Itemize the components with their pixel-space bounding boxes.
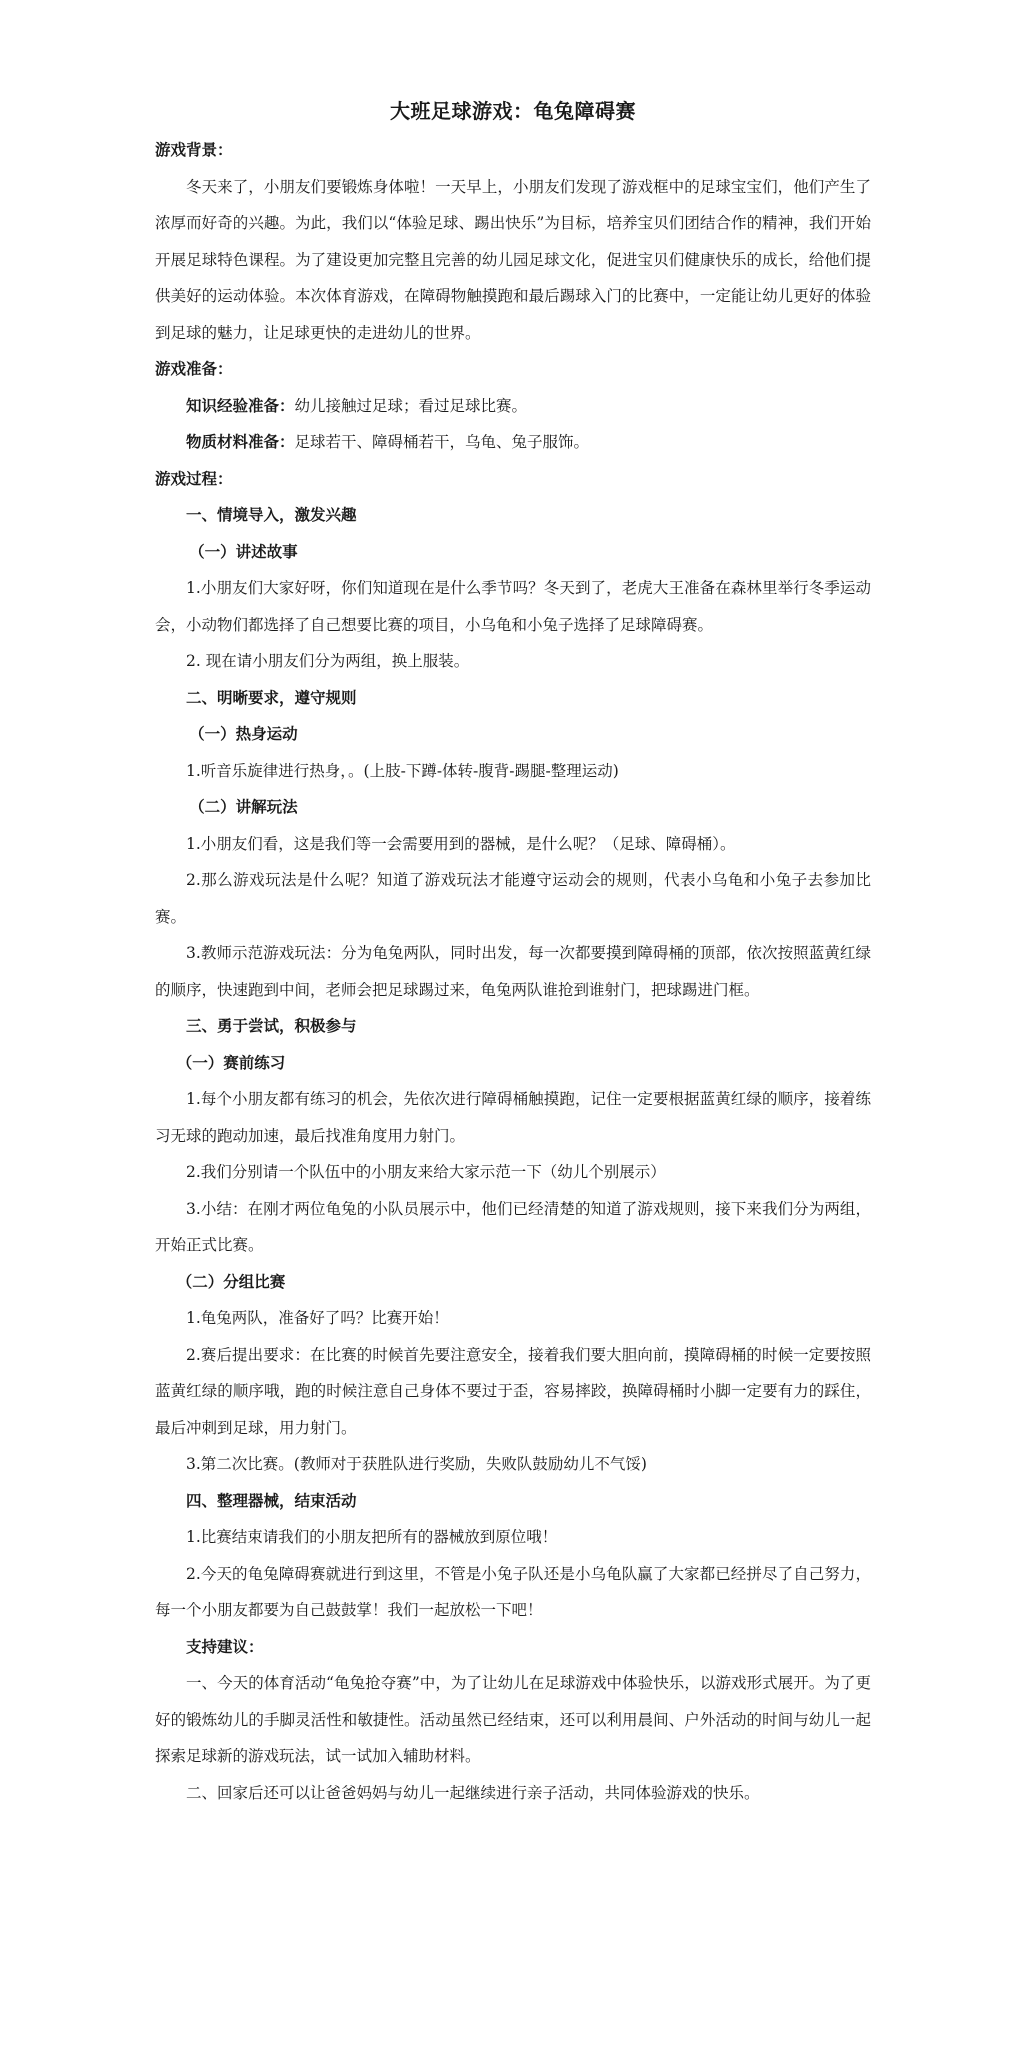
- section-2-para-4: 3.教师示范游戏玩法：分为龟兔两队，同时出发，每一次都要摸到障碍桶的顶部，依次按照蓝黄红绿的顺序，快速跑到中间，老师会把足球踢过来，龟兔两队谁抢到谁射门，把球踢进门框。: [155, 944, 871, 999]
- section-4-para-2: 2.今天的龟兔障碍赛就进行到这里，不管是小兔子队还是小乌龟队赢了大家都已经拼尽了自己努力，每一个小朋友都要为自己鼓鼓掌！我们一起放松一下吧！: [155, 1564, 871, 1619]
- document-page: [155, 96, 871, 1811]
- section-2-para-1: 1.听音乐旋律进行热身，。(上肢-下蹲-体转-腹背-踢腿-整理运动): [186, 761, 619, 780]
- material-text: 足球若干、障碍桶若干，乌龟、兔子服饰。: [294, 433, 590, 451]
- material-label: 物质材料准备：: [186, 432, 295, 451]
- material-preparation: [155, 424, 871, 461]
- section-1-para-1: 1.小朋友们大家好呀，你们知道现在是什么季节吗？冬天到了，老虎大王准备在森林里举行冬季运动会，小动物们都选择了自己想要比赛的项目，小乌龟和小兔子选择了足球障碍赛。: [155, 579, 871, 634]
- section-2-sub-1: （一）热身运动: [189, 724, 298, 743]
- background-text: 冬天来了，小朋友们要锻炼身体啦！一天早上，小朋友们发现了游戏框中的足球宝宝们，他们产生了浓厚而好奇的兴趣。为此，我们以“体验足球、踢出快乐”为目标，培养宝贝们团结合作的精神，我们开始开展足球特色课程。为了建设更加完整且完善的幼儿园足球文化，促进宝贝们健康快乐的成长，给他们提供美好的运动体验。本次体育游戏，在障碍物触摸跑和最后踢球入门的比赛中，一定能让幼儿更好的体验到足球的魅力，让足球更快的走进幼儿的世界。: [155, 177, 871, 342]
- section-3-sub-2: （二）分组比赛: [176, 1271, 286, 1291]
- section-3-para-5: 2.赛后提出要求：在比赛的时候首先要注意安全，接着我们要大胆向前，摸障碍桶的时候一定要按照蓝黄红绿的顺序哦，跑的时候注意自己身体不要过于歪，容易摔跤，换障碍桶时小脚一定要有力的踩住，最后冲刺到足球，用力射门。: [155, 1345, 871, 1437]
- section-2-title: 二、明晰要求，遵守规则: [186, 687, 357, 707]
- section-3-para-1: 1.每个小朋友都有练习的机会，先依次进行障碍桶触摸跑，记住一定要根据蓝黄红绿的顺序，接着练习无球的跑动加速，最后找准角度用力射门。: [155, 1090, 871, 1145]
- section-3-para-2: 2.我们分别请一个队伍中的小朋友来给大家示范一下（幼儿个别展示）: [186, 1163, 666, 1181]
- support-heading: 支持建议：: [186, 1636, 264, 1656]
- section-4-title: 四、整理器械，结束活动: [186, 1490, 357, 1510]
- preparation-heading: 游戏准备：: [155, 359, 233, 378]
- knowledge-label: 知识经验准备：: [186, 395, 295, 415]
- document-title: 大班足球游戏：龟兔障碍赛: [390, 99, 636, 123]
- section-3-title: 三、勇于尝试，积极参与: [186, 1016, 357, 1035]
- knowledge-text: 幼儿接触过足球；看过足球比赛。: [294, 396, 528, 415]
- section-2-sub-2: （二）讲解玩法: [189, 797, 298, 816]
- section-1-sub-1: （一）讲述故事: [189, 541, 298, 561]
- support-para-2: 二、回家后还可以让爸爸妈妈与幼儿一起继续进行亲子活动，共同体验游戏的快乐。: [186, 1783, 760, 1802]
- section-3-para-6: 3.第二次比赛。(教师对于获胜队进行奖励，失败队鼓励幼儿不气馁): [186, 1455, 647, 1473]
- section-1-title: 一、情境导入，激发兴趣: [186, 505, 357, 524]
- background-heading: 游戏背景：: [155, 140, 233, 159]
- section-3-para-3: 3.小结：在刚才两位龟兔的小队员展示中，他们已经清楚的知道了游戏规则，接下来我们分为两组，开始正式比赛。: [155, 1199, 871, 1254]
- section-2-para-2: 1.小朋友们看，这是我们等一会需要用到的器械，是什么呢？（足球、障碍桶）。: [186, 834, 736, 853]
- section-2-para-3: 2.那么游戏玩法是什么呢？知道了游戏玩法才能遵守运动会的规则，代表小乌龟和小兔子去参加比赛。: [155, 871, 871, 926]
- section-3-para-4: 1.龟兔两队，准备好了吗？比赛开始！: [186, 1309, 449, 1327]
- section-4-para-1: 1.比赛结束请我们的小朋友把所有的器械放到原位哦！: [186, 1528, 558, 1546]
- section-1-para-2: 2. 现在请小朋友们分为两组，换上服装。: [186, 652, 470, 670]
- support-para-1: 一、今天的体育活动“龟兔抢夺赛”中，为了让幼儿在足球游戏中体验快乐，以游戏形式展开。为了更好的锻炼幼儿的手脚灵活性和敏捷性。活动虽然已经结束，还可以利用晨间、户外活动的时间与幼儿一起探索足球新的游戏玩法，试一试加入辅助材料。: [155, 1674, 871, 1765]
- process-heading: 游戏过程：: [155, 468, 233, 488]
- knowledge-preparation: [155, 388, 871, 425]
- section-3-sub-1: （一）赛前练习: [176, 1052, 286, 1072]
